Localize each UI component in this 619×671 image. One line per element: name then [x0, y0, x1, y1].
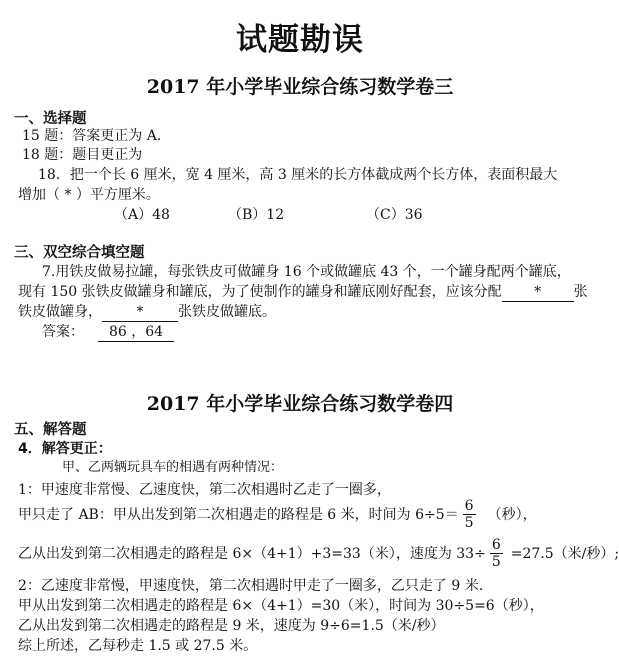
case2-line1: 甲从出发到第二次相遇走的路程是 6×（4+1）=30（米），时间为 30÷5=6（秒）， — [18, 598, 544, 614]
option-c: （C）36 — [366, 207, 423, 223]
paper3-heading: 2017 年小学毕业综合练习数学卷三 — [146, 76, 454, 98]
section-solve-heading: 五、解答题 — [14, 422, 87, 438]
paper4-heading: 2017 年小学毕业综合练习数学卷四 — [146, 393, 454, 415]
case1-jia-line — [18, 498, 537, 531]
case2-heading: 2：乙速度非常慢，甲速度快，第二次相遇时甲走了一圈多，乙只走了 9 米. — [18, 578, 484, 594]
q18-text-line2: 增加（ * ）平方厘米。 — [18, 187, 160, 203]
fraction-denominator: 5 — [464, 515, 474, 531]
q7-line1: 7.用铁皮做易拉罐，每张铁皮可做罐身 16 个或做罐底 43 个，一个罐身配两个罐底， — [42, 264, 571, 280]
option-b: （B）12 — [228, 207, 285, 223]
fraction-denominator: 5 — [491, 554, 501, 570]
q7-line2 — [18, 283, 588, 302]
q18-text-line1: 18．把一个长 6 厘米，宽 4 厘米，高 3 厘米的长方体截成两个长方体，表面积最大 — [38, 167, 558, 183]
q7-line3 — [18, 303, 276, 322]
fraction-numerator: 6 — [491, 537, 501, 553]
page-title: 试题勘误 — [236, 22, 364, 58]
case1-jia-unit: （秒）， — [487, 506, 537, 523]
q18-correction: 18 题：题目更正为 — [22, 147, 143, 163]
q7-answer — [42, 323, 174, 342]
q4-correction: 4．解答更正： — [18, 441, 112, 457]
q15-correction: 15 题：答案更正为 A. — [22, 128, 162, 144]
q4-intro: 甲、乙两辆玩具车的相遇有两种情况： — [62, 460, 284, 475]
q7-line2-text: 现有 150 张铁皮做罐身和罐底，为了使制作的罐身和罐底刚好配套，应该分配 — [18, 284, 502, 300]
q7-line3-text: 铁皮做罐身， — [18, 304, 102, 320]
case1-yi-result: =27.5（米/秒）; — [510, 545, 619, 562]
section-choice-heading: 一、选择题 — [14, 111, 87, 127]
fraction-6-5-b — [490, 537, 503, 570]
case1-yi-text: 乙从出发到第二次相遇走的路程是 6×（4+1）+3=33（米），速度为 33÷ — [18, 545, 486, 562]
summary-line: 综上所述，乙每秒走 1.5 或 27.5 米。 — [18, 638, 258, 654]
q7-line2-end: 张 — [573, 284, 588, 300]
section-fill-heading: 三、双空综合填空题 — [14, 245, 145, 261]
fraction-numerator: 6 — [464, 498, 474, 514]
case1-jia-text: 甲只走了 AB：甲从出发到第二次相遇走的路程是 6 米，时间为 6÷5＝ — [18, 506, 459, 523]
q7-line3-end: 张铁皮做罐底。 — [178, 304, 276, 320]
option-a: （A）48 — [114, 207, 170, 223]
case1-yi-line — [18, 537, 619, 570]
case2-line2: 乙从出发到第二次相遇走的路程是 9 米，速度为 9÷6=1.5（米/秒） — [18, 618, 445, 634]
answer-value: 86 ，64 — [98, 323, 174, 342]
blank-can-body: * — [502, 283, 574, 302]
answer-label: 答案： — [42, 324, 84, 340]
fraction-6-5-a — [463, 498, 476, 531]
case1-heading: 1：甲速度非常慢、乙速度快，第二次相遇时乙走了一圈多， — [18, 482, 391, 498]
blank-can-bottom: * — [102, 303, 178, 322]
